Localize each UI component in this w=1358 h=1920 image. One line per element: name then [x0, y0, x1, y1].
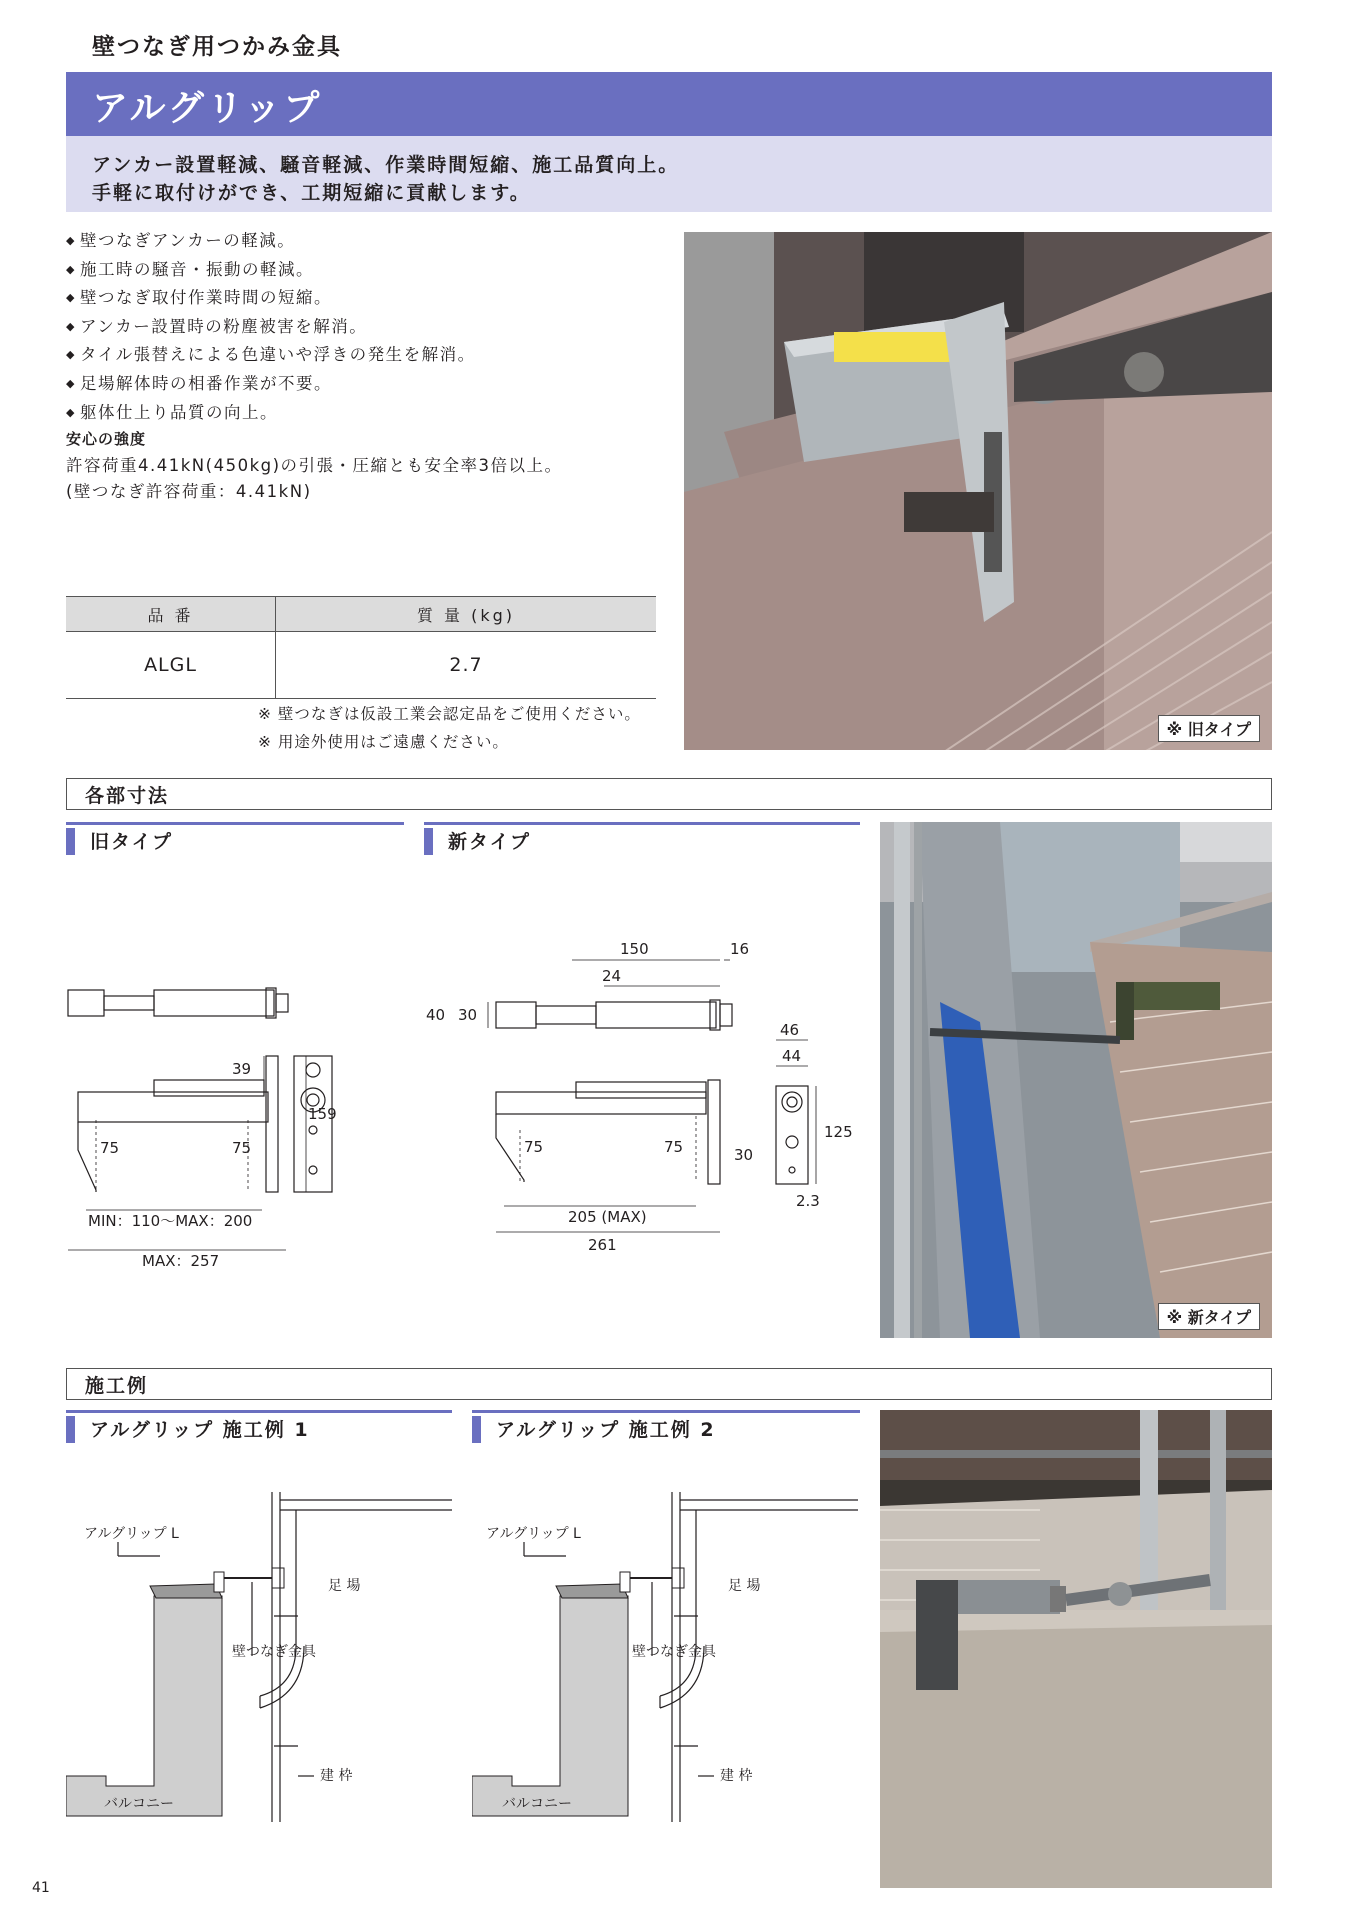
subhead-example-2-label: アルグリップ 施工例 2 — [496, 1419, 716, 1441]
label-product: アルグリップ L — [84, 1526, 179, 1542]
old-dim-range: MIN：110〜MAX：200 — [88, 1212, 253, 1230]
label-scaffold: 足 場 — [328, 1578, 361, 1594]
product-title: アルグリップ — [92, 88, 323, 129]
old-dim-75a: 75 — [100, 1139, 120, 1157]
spec-table — [66, 596, 656, 699]
strength-heading: 安心の強度 — [66, 430, 147, 448]
photo-old-type — [684, 232, 1272, 750]
photo-example — [880, 1410, 1272, 1888]
example-2-diagram — [472, 1486, 862, 1826]
label-product: アルグリップ L — [486, 1526, 581, 1542]
label-balcony: バルコニー — [104, 1796, 174, 1812]
spec-header-weight: 質 量 (kg) — [276, 597, 656, 632]
caption-new-type: ※ 新タイプ — [1158, 1303, 1260, 1330]
feature-item: ◆ 壁つなぎアンカーの軽減。 — [66, 228, 476, 257]
new-type-drawing — [424, 920, 864, 1270]
feature-item: ◆ 足場解体時の相番作業が不要。 — [66, 371, 476, 400]
lead-line-2: 手軽に取付けができ、工期短縮に貢献します。 — [92, 182, 531, 204]
strength-line-2: (壁つなぎ許容荷重：4.41kN) — [66, 482, 312, 501]
lead-box — [66, 136, 1272, 212]
label-tie: 壁つなぎ金具 — [232, 1644, 316, 1660]
spec-weight: 2.7 — [276, 632, 656, 699]
note-1: ※ 壁つなぎは仮設工業会認定品をご使用ください。 — [258, 705, 641, 723]
label-frame: 建 枠 — [720, 1768, 753, 1784]
subhead-new-type — [424, 822, 860, 855]
feature-item: ◆ 壁つなぎ取付作業時間の短縮。 — [66, 285, 476, 314]
old-dim-max: MAX：257 — [142, 1252, 220, 1270]
subhead-old-type — [66, 822, 404, 855]
new-dim-261: 261 — [588, 1236, 617, 1254]
label-tie: 壁つなぎ金具 — [632, 1644, 716, 1660]
new-dim-30a: 30 — [458, 1006, 478, 1024]
subhead-new-type-label: 新タイプ — [448, 831, 532, 853]
photo-new-type — [880, 822, 1272, 1338]
old-dim-75b: 75 — [232, 1139, 252, 1157]
feature-item: ◆ アンカー設置時の粉塵被害を解消。 — [66, 314, 476, 343]
section-dimensions-heading — [66, 778, 1272, 810]
new-dim-24: 24 — [602, 967, 622, 985]
page-number: 41 — [32, 1880, 50, 1896]
label-frame: 建 枠 — [320, 1768, 353, 1784]
old-type-drawing — [66, 960, 406, 1280]
section-examples-heading — [66, 1368, 1272, 1400]
spec-header-part-no: 品 番 — [66, 597, 276, 632]
section-examples-title: 施工例 — [85, 1375, 149, 1397]
note-2: ※ 用途外使用はご遠慮ください。 — [258, 733, 509, 751]
lead-line-1: アンカー設置軽減、騒音軽減、作業時間短縮、施工品質向上。 — [92, 154, 680, 176]
new-dim-2-3: 2.3 — [796, 1192, 820, 1210]
subhead-example-1 — [66, 1410, 452, 1443]
subhead-example-2 — [472, 1410, 860, 1443]
title-bar — [66, 72, 1272, 136]
new-dim-30b: 30 — [734, 1146, 754, 1164]
label-balcony: バルコニー — [502, 1796, 572, 1812]
subhead-example-1-label: アルグリップ 施工例 1 — [90, 1419, 310, 1441]
category-label: 壁つなぎ用つかみ金具 — [92, 34, 342, 60]
old-dim-39: 39 — [232, 1060, 252, 1078]
new-dim-46: 46 — [780, 1021, 800, 1039]
old-dim-159: 159 — [308, 1105, 337, 1123]
feature-item: ◆ 施工時の騒音・振動の軽減。 — [66, 257, 476, 286]
feature-list — [66, 228, 476, 428]
new-dim-205: 205 (MAX) — [568, 1208, 647, 1226]
label-scaffold: 足 場 — [728, 1578, 761, 1594]
caption-old-type: ※ 旧タイプ — [1158, 715, 1260, 742]
new-dim-16: 16 — [730, 940, 750, 958]
table-row — [66, 632, 656, 699]
feature-item: ◆ 躯体仕上り品質の向上。 — [66, 400, 476, 429]
feature-item: ◆ タイル張替えによる色違いや浮きの発生を解消。 — [66, 342, 476, 371]
new-dim-75b: 75 — [664, 1138, 684, 1156]
new-dim-40: 40 — [426, 1006, 446, 1024]
strength-line-1: 許容荷重4.41kN(450kg)の引張・圧縮とも安全率3倍以上。 — [66, 456, 563, 475]
new-dim-125: 125 — [824, 1123, 853, 1141]
new-dim-150: 150 — [620, 940, 649, 958]
spec-part-no: ALGL — [66, 632, 276, 699]
new-dim-75a: 75 — [524, 1138, 544, 1156]
subhead-old-type-label: 旧タイプ — [90, 831, 174, 853]
example-1-diagram — [66, 1486, 456, 1826]
section-dimensions-title: 各部寸法 — [85, 785, 170, 807]
new-dim-44: 44 — [782, 1047, 802, 1065]
